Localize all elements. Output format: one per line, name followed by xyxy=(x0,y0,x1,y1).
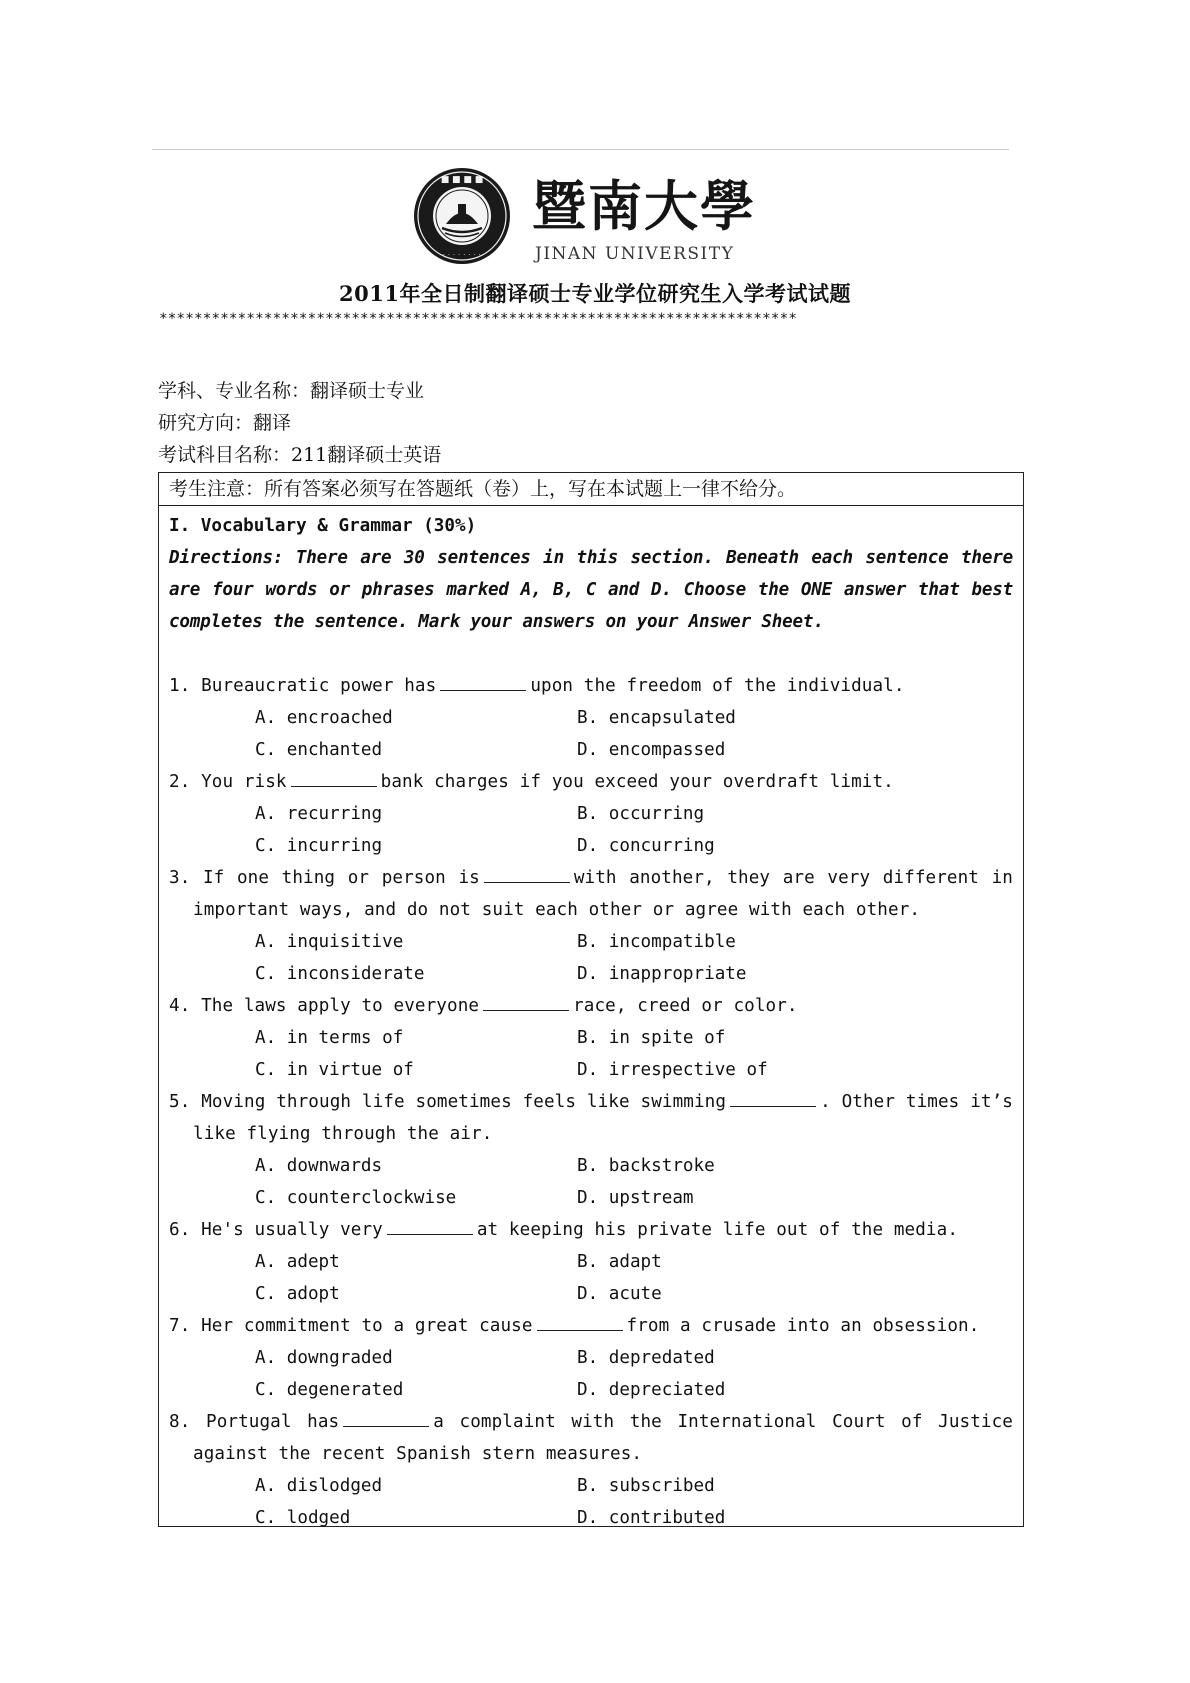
question-4 xyxy=(169,990,1013,1086)
stem-before-blank: 1. Bureaucratic power has xyxy=(169,676,437,696)
answer-option: A. inquisitive xyxy=(255,932,404,952)
answer-option: A. in terms of xyxy=(255,1028,404,1048)
section-title: I. Vocabulary & Grammar (30%) xyxy=(169,516,477,536)
answer-option: B. encapsulated xyxy=(577,708,736,728)
answer-option: A. downwards xyxy=(255,1156,383,1176)
answer-option: D. irrespective of xyxy=(577,1060,768,1080)
question-stem xyxy=(169,1086,1013,1150)
answer-blank xyxy=(291,768,377,787)
question-list xyxy=(169,670,1013,1534)
answer-option: B. in spite of xyxy=(577,1028,726,1048)
option-list xyxy=(169,1022,1013,1086)
stem-before-blank: 7. Her commitment to a great cause xyxy=(169,1316,533,1336)
option-list xyxy=(169,798,1013,862)
question-8 xyxy=(169,1406,1013,1534)
question-stem xyxy=(169,1310,1013,1342)
answer-option: D. encompassed xyxy=(577,740,726,760)
answer-option: B. incompatible xyxy=(577,932,736,952)
answer-blank xyxy=(730,1088,816,1107)
answer-option: C. in virtue of xyxy=(255,1060,414,1080)
stem-after-blank: a complaint with the International Court of Justice against the recent Spanish stern measures. xyxy=(193,1412,1013,1464)
answer-option: A. downgraded xyxy=(255,1348,393,1368)
answer-blank xyxy=(483,992,569,1011)
question-stem xyxy=(169,670,1013,702)
question-stem xyxy=(169,990,1013,1022)
question-7 xyxy=(169,1310,1013,1406)
answer-option: C. incurring xyxy=(255,836,383,856)
section-directions: Directions: There are 30 sentences in this section. Beneath each sentence there are four words or phrases marked A, B, C and D. Choose the ONE answer that best completes the sentence. Mark your answers on your Answer Sheet. xyxy=(169,548,1013,632)
university-name-cn: 暨南大學 xyxy=(532,174,756,238)
stem-after-blank: . Other times it’s like flying through the air. xyxy=(193,1092,1013,1144)
answer-option: B. occurring xyxy=(577,804,705,824)
answer-option: A. adept xyxy=(255,1252,340,1272)
option-list xyxy=(169,702,1013,766)
question-3 xyxy=(169,862,1013,990)
question-6 xyxy=(169,1214,1013,1310)
spacer xyxy=(169,638,1013,670)
question-stem xyxy=(169,1214,1013,1246)
answer-option: C. adopt xyxy=(255,1284,340,1304)
stem-after-blank: from a crusade into an obsession. xyxy=(626,1316,980,1336)
answer-option: D. acute xyxy=(577,1284,662,1304)
star-separator: ************************************************************************* xyxy=(159,311,798,327)
section-content xyxy=(159,506,1023,1534)
option-list xyxy=(169,926,1013,990)
question-stem xyxy=(169,1406,1013,1470)
exam-title: 2011年全日制翻译硕士专业学位研究生入学考试试题 xyxy=(339,281,851,306)
option-list xyxy=(169,1246,1013,1310)
answer-blank xyxy=(343,1408,429,1427)
stem-after-blank: race, creed or color. xyxy=(573,996,798,1016)
question-1 xyxy=(169,670,1013,766)
course-line: 考试科目名称：211翻译硕士英语 xyxy=(158,444,442,466)
exam-meta xyxy=(158,375,1018,471)
university-wordmark xyxy=(530,174,760,274)
subject-line: 学科、专业名称：翻译硕士专业 xyxy=(158,380,425,402)
answer-option: D. inappropriate xyxy=(577,964,747,984)
stem-before-blank: 8. Portugal has xyxy=(169,1412,340,1432)
answer-option: C. enchanted xyxy=(255,740,383,760)
direction-line: 研究方向：翻译 xyxy=(158,412,292,434)
question-2 xyxy=(169,766,1013,862)
option-list xyxy=(169,1470,1013,1534)
stem-before-blank: 3. If one thing or person is xyxy=(169,868,480,888)
answer-option: C. counterclockwise xyxy=(255,1188,457,1208)
answer-option: C. inconsiderate xyxy=(255,964,425,984)
stem-after-blank: upon the freedom of the individual. xyxy=(530,676,905,696)
answer-option: D. upstream xyxy=(577,1188,694,1208)
svg-text:■ ■ ■ ■: ■ ■ ■ ■ xyxy=(440,175,484,185)
stem-before-blank: 6. He's usually very xyxy=(169,1220,383,1240)
stem-before-blank: 5. Moving through life sometimes feels like swimming xyxy=(169,1092,727,1112)
candidate-notice: 考生注意：所有答案必须写在答题纸（卷）上，写在本试题上一律不给分。 xyxy=(159,473,1023,506)
answer-option: C. degenerated xyxy=(255,1380,404,1400)
answer-option: D. concurring xyxy=(577,836,715,856)
question-stem xyxy=(169,766,1013,798)
svg-text:· · · · · · · ·: · · · · · · · · xyxy=(442,251,482,259)
answer-option: B. backstroke xyxy=(577,1156,715,1176)
answer-option: A. recurring xyxy=(255,804,383,824)
question-5 xyxy=(169,1086,1013,1214)
answer-option: A. dislodged xyxy=(255,1476,383,1496)
stem-after-blank: bank charges if you exceed your overdraft limit. xyxy=(380,772,894,792)
stem-after-blank: with another, they are very different in important ways, and do not suit each other or agree with each other. xyxy=(193,868,1013,920)
answer-option: A. encroached xyxy=(255,708,393,728)
answer-blank xyxy=(387,1216,473,1235)
stem-before-blank: 2. You risk xyxy=(169,772,287,792)
answer-option: B. subscribed xyxy=(577,1476,715,1496)
answer-option: D. depreciated xyxy=(577,1380,726,1400)
answer-blank xyxy=(537,1312,623,1331)
question-stem xyxy=(169,862,1013,926)
option-list xyxy=(169,1342,1013,1406)
answer-option: B. depredated xyxy=(577,1348,715,1368)
university-seal-icon xyxy=(412,166,512,266)
answer-option: B. adapt xyxy=(577,1252,662,1272)
option-list xyxy=(169,1150,1013,1214)
university-name-en: JINAN UNIVERSITY xyxy=(535,244,735,264)
answer-option: C. lodged xyxy=(255,1508,351,1528)
answer-option: D. contributed xyxy=(577,1508,726,1528)
university-header xyxy=(0,166,1190,274)
exam-box xyxy=(158,472,1024,1527)
answer-blank xyxy=(484,864,570,883)
top-rule xyxy=(152,149,1009,150)
answer-blank xyxy=(440,672,526,691)
stem-after-blank: at keeping his private life out of the media. xyxy=(476,1220,959,1240)
stem-before-blank: 4. The laws apply to everyone xyxy=(169,996,480,1016)
